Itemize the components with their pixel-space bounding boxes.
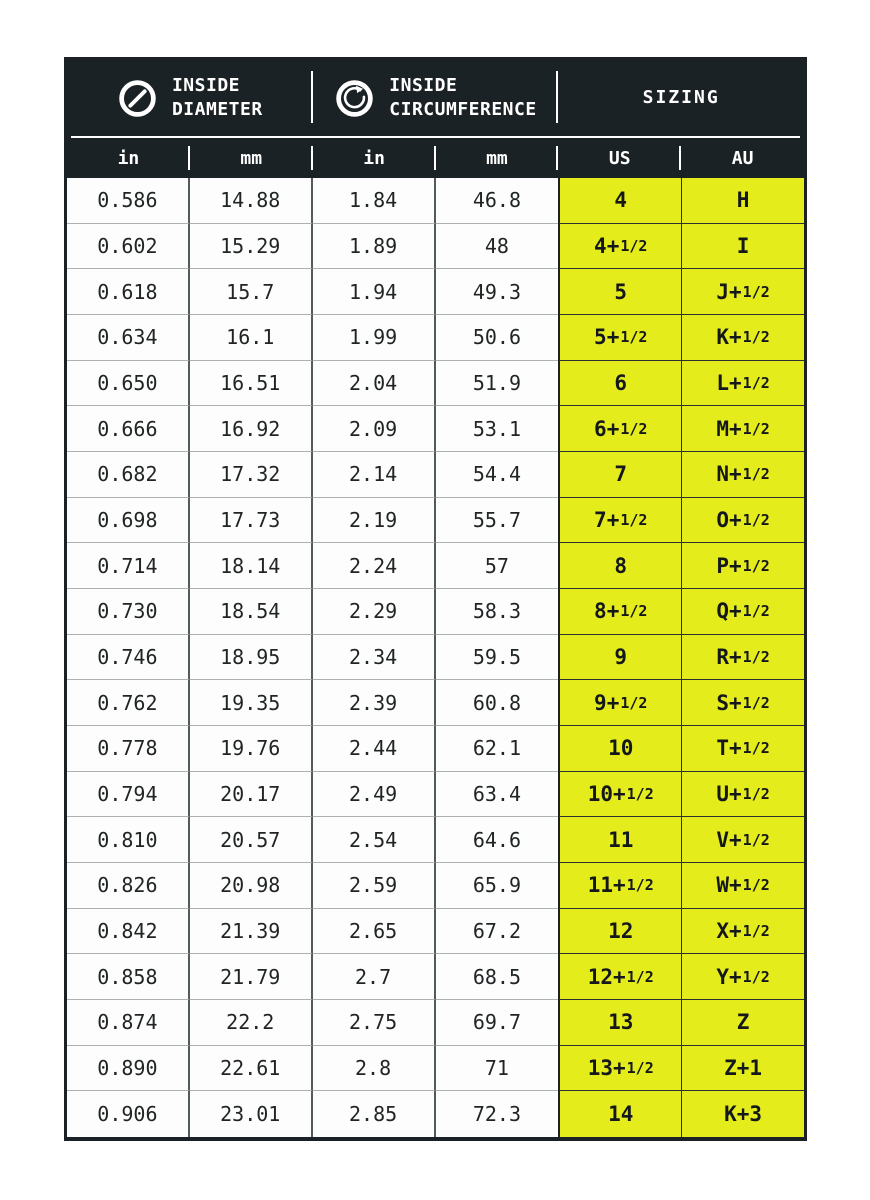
column-header-size-au: AU <box>731 147 754 169</box>
cell-circumference-in: 2.14 <box>313 452 436 498</box>
column-header-diameter-mm: mm <box>190 138 313 178</box>
cell-diameter-mm: 17.32 <box>190 452 313 498</box>
cell-diameter-in: 0.858 <box>67 954 190 1000</box>
table-body <box>67 178 804 1137</box>
cell-circumference-in: 2.24 <box>313 543 436 589</box>
cell-diameter-in: 0.730 <box>67 589 190 635</box>
cell-size-us: 14 <box>558 1091 681 1137</box>
cell-size-au: T+ 1/2 <box>681 726 804 772</box>
cell-circumference-in: 2.8 <box>313 1046 436 1092</box>
cell-circumference-in: 2.65 <box>313 909 436 955</box>
cell-circumference-in: 1.94 <box>313 269 436 315</box>
header-label-inside-diameter: INSIDE DIAMETER <box>171 75 263 120</box>
table-row <box>67 1046 804 1092</box>
cell-circumference-in: 2.19 <box>313 498 436 544</box>
cell-circumference-mm: 71 <box>436 1046 559 1092</box>
cell-diameter-mm: 18.54 <box>190 589 313 635</box>
cell-size-us: 10 <box>558 726 681 772</box>
cell-diameter-mm: 19.76 <box>190 726 313 772</box>
table-row <box>67 1000 804 1046</box>
cell-circumference-mm: 63.4 <box>436 772 559 818</box>
table-row <box>67 635 804 681</box>
cell-diameter-in: 0.714 <box>67 543 190 589</box>
table-row <box>67 269 804 315</box>
cell-diameter-mm: 19.35 <box>190 680 313 726</box>
cell-circumference-in: 2.39 <box>313 680 436 726</box>
cell-size-au: K+ 1/2 <box>681 315 804 361</box>
table-row <box>67 863 804 909</box>
cell-size-us: 7 <box>558 452 681 498</box>
cell-diameter-in: 0.778 <box>67 726 190 772</box>
cell-circumference-in: 2.04 <box>313 361 436 407</box>
diameter-icon <box>117 78 158 119</box>
cell-size-au: Y+ 1/2 <box>681 954 804 1000</box>
cell-diameter-in: 0.650 <box>67 361 190 407</box>
column-header-circumference-mm: mm <box>436 138 559 178</box>
cell-diameter-in: 0.746 <box>67 635 190 681</box>
cell-circumference-in: 2.49 <box>313 772 436 818</box>
cell-diameter-mm: 16.1 <box>190 315 313 361</box>
cell-circumference-mm: 60.8 <box>436 680 559 726</box>
cell-size-au: Q+ 1/2 <box>681 589 804 635</box>
cell-circumference-mm: 55.7 <box>436 498 559 544</box>
table-row <box>67 406 804 452</box>
table-row <box>67 543 804 589</box>
cell-diameter-mm: 20.57 <box>190 817 313 863</box>
cell-circumference-in: 2.34 <box>313 635 436 681</box>
cell-circumference-in: 2.09 <box>313 406 436 452</box>
cell-circumference-mm: 62.1 <box>436 726 559 772</box>
table-row <box>67 1091 804 1137</box>
cell-size-au: R+ 1/2 <box>681 635 804 681</box>
cell-circumference-in: 2.44 <box>313 726 436 772</box>
cell-diameter-in: 0.762 <box>67 680 190 726</box>
cell-circumference-mm: 48 <box>436 224 559 270</box>
cell-diameter-in: 0.586 <box>67 178 190 224</box>
cell-size-us: 4 <box>558 178 681 224</box>
table-row <box>67 589 804 635</box>
cell-diameter-mm: 17.73 <box>190 498 313 544</box>
cell-diameter-mm: 21.79 <box>190 954 313 1000</box>
cell-diameter-mm: 22.61 <box>190 1046 313 1092</box>
circumference-icon <box>334 78 375 119</box>
table-row <box>67 680 804 726</box>
cell-circumference-in: 1.84 <box>313 178 436 224</box>
cell-circumference-mm: 65.9 <box>436 863 559 909</box>
cell-diameter-mm: 23.01 <box>190 1091 313 1137</box>
table-row <box>67 909 804 955</box>
cell-size-au: P+ 1/2 <box>681 543 804 589</box>
header-label-inside-circumference: INSIDE CIRCUMFERENCE <box>389 75 537 120</box>
cell-circumference-mm: 50.6 <box>436 315 559 361</box>
cell-circumference-mm: 59.5 <box>436 635 559 681</box>
cell-circumference-in: 2.75 <box>313 1000 436 1046</box>
cell-diameter-mm: 16.51 <box>190 361 313 407</box>
cell-circumference-mm: 46.8 <box>436 178 559 224</box>
cell-size-au: X+ 1/2 <box>681 909 804 955</box>
cell-diameter-in: 0.666 <box>67 406 190 452</box>
cell-size-au: S+ 1/2 <box>681 680 804 726</box>
cell-circumference-in: 2.59 <box>313 863 436 909</box>
cell-circumference-in: 2.29 <box>313 589 436 635</box>
header-section-inside-diameter <box>67 60 313 136</box>
cell-diameter-in: 0.890 <box>67 1046 190 1092</box>
cell-size-au: J+ 1/2 <box>681 269 804 315</box>
cell-circumference-mm: 58.3 <box>436 589 559 635</box>
cell-size-us: 4+ 1/2 <box>558 224 681 270</box>
cell-size-us: 6+ 1/2 <box>558 406 681 452</box>
cell-diameter-mm: 14.88 <box>190 178 313 224</box>
cell-size-us: 9+ 1/2 <box>558 680 681 726</box>
cell-size-au: N+ 1/2 <box>681 452 804 498</box>
cell-size-au: M+ 1/2 <box>681 406 804 452</box>
cell-circumference-mm: 51.9 <box>436 361 559 407</box>
cell-diameter-mm: 20.17 <box>190 772 313 818</box>
cell-size-au: U+ 1/2 <box>681 772 804 818</box>
table-row <box>67 817 804 863</box>
cell-size-us: 13 <box>558 1000 681 1046</box>
cell-circumference-in: 1.99 <box>313 315 436 361</box>
cell-circumference-mm: 67.2 <box>436 909 559 955</box>
header-section-inside-circumference <box>313 60 559 136</box>
cell-diameter-in: 0.842 <box>67 909 190 955</box>
table-row <box>67 726 804 772</box>
cell-size-us: 7+ 1/2 <box>558 498 681 544</box>
column-header-circumference-in: in <box>313 138 436 178</box>
cell-circumference-mm: 53.1 <box>436 406 559 452</box>
cell-diameter-in: 0.874 <box>67 1000 190 1046</box>
cell-circumference-mm: 72.3 <box>436 1091 559 1137</box>
cell-size-us: 10+ 1/2 <box>558 772 681 818</box>
cell-diameter-mm: 15.7 <box>190 269 313 315</box>
cell-diameter-in: 0.810 <box>67 817 190 863</box>
cell-circumference-mm: 68.5 <box>436 954 559 1000</box>
cell-size-au: L+ 1/2 <box>681 361 804 407</box>
cell-diameter-mm: 16.92 <box>190 406 313 452</box>
cell-diameter-mm: 20.98 <box>190 863 313 909</box>
ring-size-conversion-table <box>64 57 807 1141</box>
cell-size-us: 9 <box>558 635 681 681</box>
cell-circumference-in: 2.54 <box>313 817 436 863</box>
cell-size-us: 12 <box>558 909 681 955</box>
cell-diameter-in: 0.634 <box>67 315 190 361</box>
table-header <box>67 60 804 136</box>
header-section-sizing <box>558 60 804 136</box>
cell-size-au: Z+1 <box>681 1046 804 1092</box>
table-row <box>67 178 804 224</box>
cell-diameter-mm: 22.2 <box>190 1000 313 1046</box>
table-row <box>67 954 804 1000</box>
cell-size-au: I <box>681 224 804 270</box>
cell-circumference-in: 2.7 <box>313 954 436 1000</box>
cell-diameter-in: 0.906 <box>67 1091 190 1137</box>
table-row <box>67 315 804 361</box>
cell-size-au: O+ 1/2 <box>681 498 804 544</box>
cell-diameter-in: 0.794 <box>67 772 190 818</box>
cell-size-au: K+3 <box>681 1091 804 1137</box>
cell-size-au: Z <box>681 1000 804 1046</box>
cell-diameter-mm: 18.14 <box>190 543 313 589</box>
table-row <box>67 452 804 498</box>
column-header-diameter-in: in <box>67 138 190 178</box>
column-headers <box>67 138 804 178</box>
cell-size-us: 6 <box>558 361 681 407</box>
cell-size-us: 11 <box>558 817 681 863</box>
cell-size-us: 8 <box>558 543 681 589</box>
cell-diameter-in: 0.602 <box>67 224 190 270</box>
cell-diameter-in: 0.682 <box>67 452 190 498</box>
cell-size-us: 5+ 1/2 <box>558 315 681 361</box>
column-header-size-us: US <box>558 138 681 178</box>
cell-size-us: 11+ 1/2 <box>558 863 681 909</box>
table-row <box>67 224 804 270</box>
cell-diameter-mm: 21.39 <box>190 909 313 955</box>
cell-diameter-in: 0.698 <box>67 498 190 544</box>
cell-size-us: 5 <box>558 269 681 315</box>
cell-circumference-mm: 54.4 <box>436 452 559 498</box>
table-row <box>67 361 804 407</box>
cell-diameter-mm: 18.95 <box>190 635 313 681</box>
cell-circumference-mm: 49.3 <box>436 269 559 315</box>
cell-circumference-in: 2.85 <box>313 1091 436 1137</box>
cell-circumference-in: 1.89 <box>313 224 436 270</box>
cell-size-us: 12+ 1/2 <box>558 954 681 1000</box>
cell-diameter-in: 0.826 <box>67 863 190 909</box>
cell-size-au: H <box>681 178 804 224</box>
table-row <box>67 498 804 544</box>
cell-diameter-mm: 15.29 <box>190 224 313 270</box>
cell-size-au: V+ 1/2 <box>681 817 804 863</box>
cell-circumference-mm: 57 <box>436 543 559 589</box>
cell-circumference-mm: 64.6 <box>436 817 559 863</box>
cell-size-au: W+ 1/2 <box>681 863 804 909</box>
cell-size-us: 13+ 1/2 <box>558 1046 681 1092</box>
header-label-sizing: SIZING <box>642 87 720 109</box>
cell-size-us: 8+ 1/2 <box>558 589 681 635</box>
cell-diameter-in: 0.618 <box>67 269 190 315</box>
cell-circumference-mm: 69.7 <box>436 1000 559 1046</box>
table-row <box>67 772 804 818</box>
